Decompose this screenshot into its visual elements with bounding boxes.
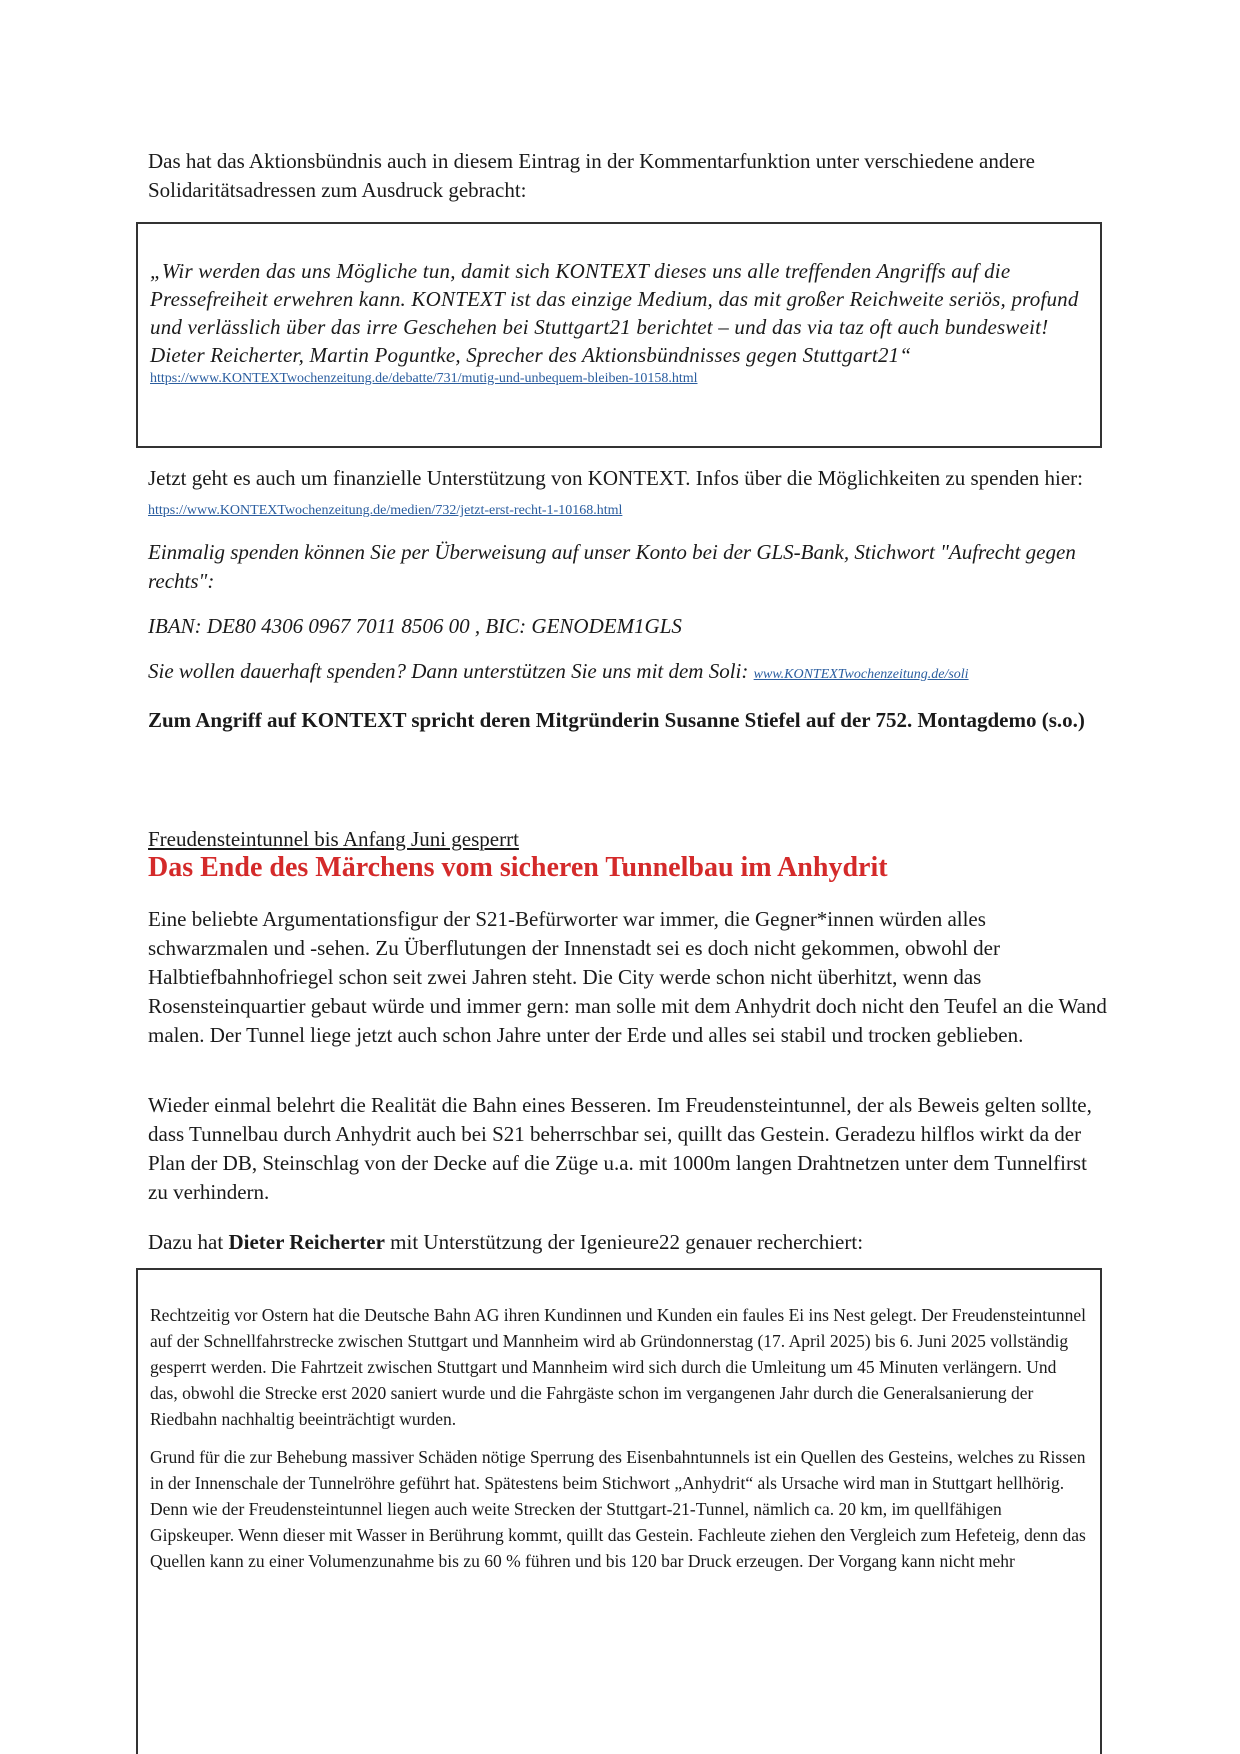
support-link[interactable]: https://www.KONTEXTwochenzeitung.de/medien/732/jetzt-erst-recht-1-10168.html [148,503,623,518]
support-text: Jetzt geht es auch um finanzielle Unterstützung von KONTEXT. Infos über die Möglichkeiten zu spenden hier: [148,466,1084,490]
p3-suffix: mit Unterstützung der Igenieure22 genauer recherchiert: [384,1230,864,1254]
quote-attribution: Dieter Reicherter, Martin Poguntke, Sprecher des Aktionsbündnisses gegen Stuttgart21“ [150,343,912,367]
p3-author-name: Dieter Reicherter [228,1230,385,1254]
article-paragraph-3 [148,1228,1108,1257]
research-box [136,1268,1102,1754]
article-paragraph-2: Wieder einmal belehrt die Realität die Bahn eines Besseren. Im Freudensteintunnel, der als Beweis gelten sollte, dass Tunnelbau durch Anhydrit auch bei S21 beherrschbar sei, quillt das Gestein. Geradezu hilflos wirkt da der Plan der DB, Steinschlag von der Decke auf die Züge u.a. mit 1000m langen Drahtnetzen unter dem Tunnelfirst zu verhindern. [148,1093,1092,1204]
quote-text: „Wir werden das uns Mögliche tun, damit sich KONTEXT dieses uns alle treffenden Angriffs auf die Pressefreiheit erwehren kann. KONTEXT ist das einzige Medium, das mit großer Reichweite seriös, profund und verlässlich über das irre Geschehen bei Stuttgart21 berichtet – und das via taz oft auch bundesweit! [150,259,1079,339]
support-paragraph [148,464,1108,525]
donate-permanent-paragraph [148,657,1108,689]
bold-note: Zum Angriff auf KONTEXT spricht deren Mitgründerin Susanne Stiefel auf der 752. Montagdemo (s.o.) [148,708,1085,732]
article-headline: Das Ende des Märchens vom sicheren Tunnelbau im Anhydrit [148,852,888,883]
article-kicker: Freudensteintunnel bis Anfang Juni gesperrt [148,827,519,851]
solidarity-quote-box [136,222,1102,448]
donate-once-paragraph: Einmalig spenden können Sie per Überweisung auf unser Konto bei der GLS-Bank, Stichwort "Aufrecht gegen rechts": [148,540,1076,593]
article-paragraph-1: Eine beliebte Argumentationsfigur der S21-Befürworter war immer, die Gegner*innen würden alles schwarzmalen und -sehen. Zu Überflutungen der Innenstadt sei es doch nicht gekommen, obwohl der Halbtiefbahnhofriegel schon seit zwei Jahren steht. Die City werde schon nicht überhitzt, wenn das Rosensteinquartier gebaut würde und immer gern: man solle mit dem Anhydrit doch nicht den Teufel an die Wand malen. Der Tunnel liege jetzt auch schon Jahre unter der Erde und alles sei stabil und trocken geblieben. [148,907,1107,1047]
research-paragraph-1: Rechtzeitig vor Ostern hat die Deutsche Bahn AG ihren Kundinnen und Kunden ein faules Ei ins Nest gelegt. Der Freudensteintunnel auf der Schnellfahrstrecke zwischen Stuttgart und Mannheim wird ab Gründonnerstag (17. April 2025) bis 6. Juni 2025 vollständig gesperrt werden. Die Fahrtzeit zwischen Stuttgart und Mannheim wird sich durch die Umleitung um 45 Minuten verlängern. Und das, obwohl die Strecke erst 2020 saniert wurde und die Fahrgäste schon im vergangenen Jahr durch die Generalsanierung der Riedbahn nachhaltig beeinträchtigt wurden. [150,1305,1087,1429]
iban-line: IBAN: DE80 4306 0967 7011 8506 00 , BIC: GENODEM1GLS [148,614,682,638]
quote-source-link[interactable]: https://www.KONTEXTwochenzeitung.de/debatte/731/mutig-und-unbequem-bleiben-10158.html [150,371,698,386]
p3-prefix: Dazu hat [148,1230,229,1254]
intro-paragraph: Das hat das Aktionsbündnis auch in diesem Eintrag in der Kommentarfunktion unter verschiedene andere Solidaritätsadressen zum Ausdruck gebracht: [148,149,1036,202]
research-paragraph-2: Grund für die zur Behebung massiver Schäden nötige Sperrung des Eisenbahntunnels ist ein Quellen des Gesteins, welches zu Rissen in der Innenschale der Tunnelröhre geführt hat. Spätestens beim Stichwort „Anhydrit“ als Ursache wird man in Stuttgart hellhörig. Denn wie der Freudensteintunnel liegen auch weite Strecken der Stuttgart-21-Tunnel, nämlich ca. 20 km, im quellfähigen Gipskeuper. Wenn dieser mit Wasser in Berührung kommt, quillt das Gestein. Fachleute ziehen den Vergleich zum Hefeteig, denn das Quellen kann zu einer Volumenzunahme bis zu 60 % führen und bis 120 bar Druck erzeugen. Der Vorgang kann nicht mehr [150,1447,1086,1571]
donate-permanent-text: Sie wollen dauerhaft spenden? Dann unterstützen Sie uns mit dem Soli: [148,659,749,683]
soli-link[interactable]: www.KONTEXTwochenzeitung.de/soli [753,667,969,682]
